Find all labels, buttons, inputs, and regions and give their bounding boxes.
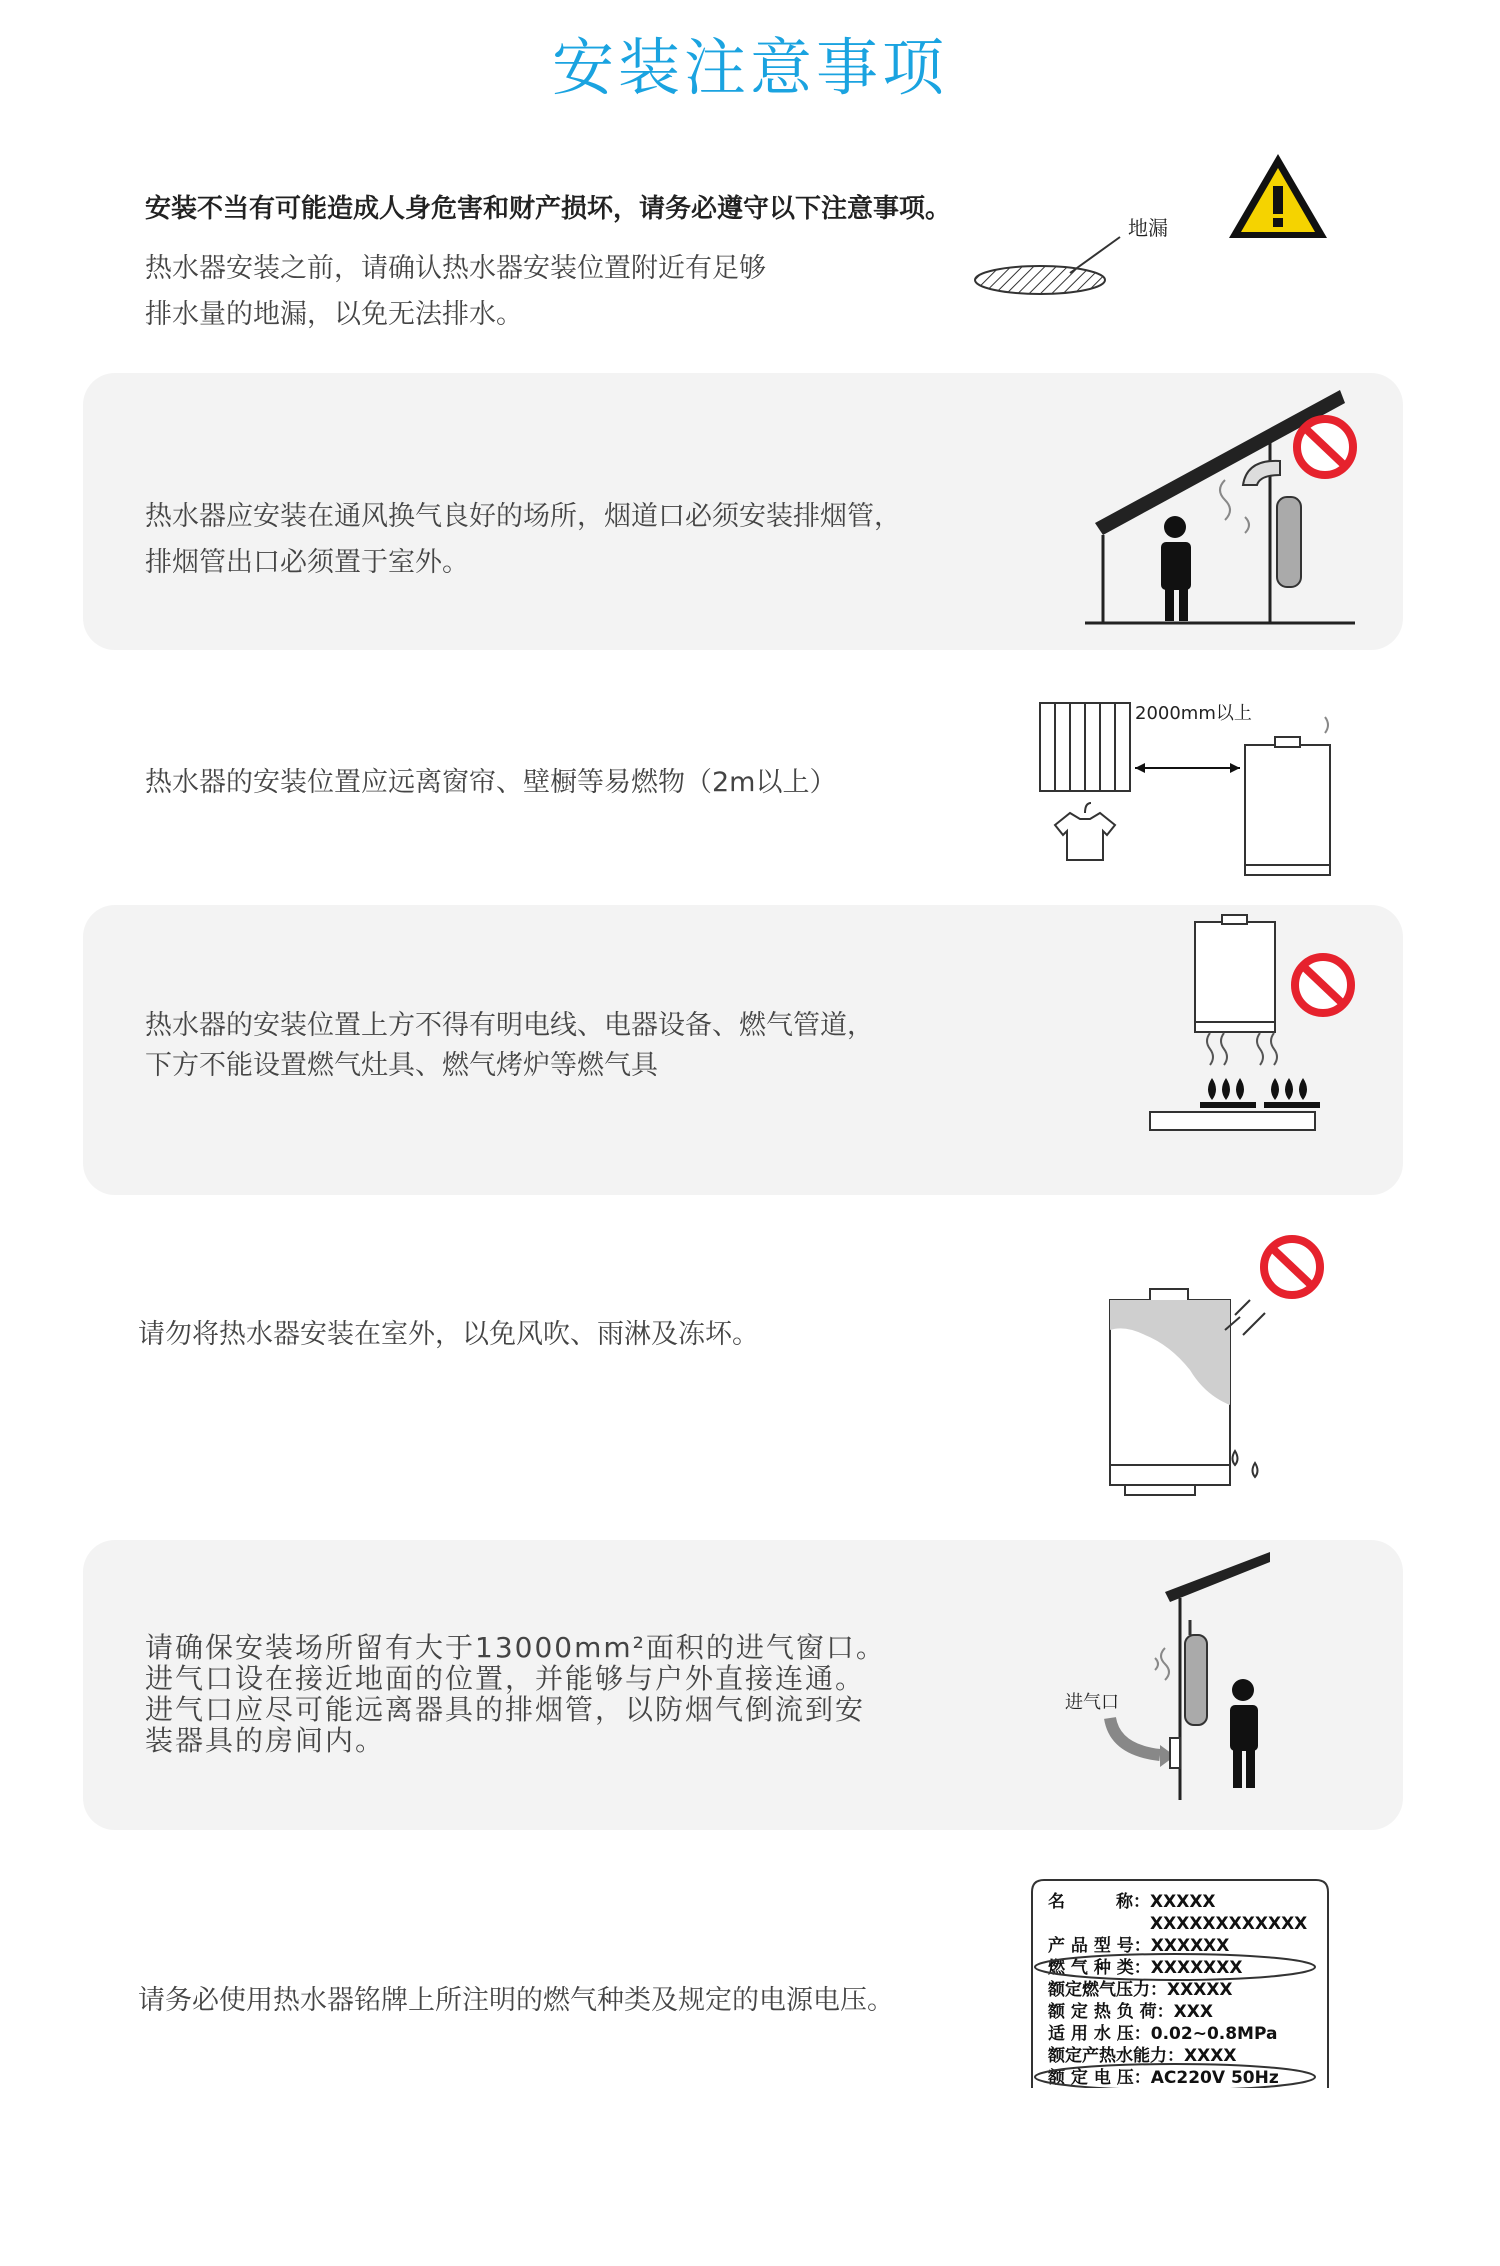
gas-stove-illustration xyxy=(1140,910,1370,1180)
nameplate-row-2: XXXXXXXXXXXX xyxy=(1048,1914,1308,1934)
distance-label: 2000mm以上 xyxy=(1135,703,1252,724)
nameplate-row-9: 额 定 电 压：AC220V 50Hz xyxy=(1048,2068,1279,2088)
item-5-line-2: 进气口设在接近地面的位置，并能够与户外直接连通。 xyxy=(145,1662,866,1695)
intro-line-1: 热水器安装之前，请确认热水器安装位置附近有足够 xyxy=(145,253,766,284)
air-inlet-illustration xyxy=(1060,1550,1280,1810)
item-2-line-1: 热水器的安装位置应远离窗帘、壁橱等易燃物（2m以上） xyxy=(145,767,837,798)
intro-text xyxy=(145,246,766,338)
nameplate-row-5: 额定燃气压力：XXXXX xyxy=(1048,1980,1233,2000)
item-5-line-1: 请确保安装场所留有大于13000mm²面积的进气窗口。 xyxy=(145,1631,886,1664)
floor-drain-label: 地漏 xyxy=(1128,216,1168,240)
nameplate-illustration xyxy=(1030,1878,1330,2088)
item-6-text xyxy=(138,1978,894,2024)
item-3-line-2: 下方不能设置燃气灶具、燃气烤炉等燃气具 xyxy=(145,1050,658,1081)
nameplate-row-8: 额定产热水能力：XXXX xyxy=(1048,2046,1237,2066)
item-2-text xyxy=(145,760,836,806)
nameplate-row-6: 额 定 热 负 荷：XXX xyxy=(1048,2002,1213,2022)
floor-drain-illustration xyxy=(960,215,1180,305)
nameplate-row-4: 燃 气 种 类：XXXXXXX xyxy=(1048,1958,1243,1978)
nameplate-row-3: 产 品 型 号：XXXXXX xyxy=(1048,1936,1230,1956)
item-3-text xyxy=(145,1006,874,1086)
air-inlet-label: 进气口 xyxy=(1065,1692,1119,1713)
item-1-line-1: 热水器应安装在通风换气良好的场所，烟道口必须安装排烟管， xyxy=(145,501,901,532)
nameplate-row-7: 适 用 水 压：0.02~0.8MPa xyxy=(1048,2024,1278,2044)
warning-triangle-icon xyxy=(1225,150,1331,242)
curtain-distance-illustration xyxy=(1035,695,1355,895)
item-6-line-1: 请务必使用热水器铭牌上所注明的燃气种类及规定的电源电压。 xyxy=(138,1985,894,2016)
item-1-text xyxy=(145,494,901,586)
item-5-text xyxy=(145,1632,886,1756)
ventilation-illustration xyxy=(1085,385,1360,635)
item-1-line-2: 排烟管出口必须置于室外。 xyxy=(145,547,469,578)
item-4-text xyxy=(138,1312,759,1358)
page-title: 安装注意事项 xyxy=(551,31,948,104)
nameplate-row-1: 名 称：XXXXX xyxy=(1048,1892,1216,1912)
intro-line-2: 排水量的地漏，以免无法排水。 xyxy=(145,299,523,330)
item-5-line-4: 装器具的房间内。 xyxy=(145,1724,386,1757)
warning-heading: 安装不当有可能造成人身危害和财产损坏，请务必遵守以下注意事项。 xyxy=(145,194,952,224)
item-5-line-3: 进气口应尽可能远离器具的排烟管，以防烟气倒流到安 xyxy=(145,1693,866,1726)
item-4-line-1: 请勿将热水器安装在室外，以免风吹、雨淋及冻坏。 xyxy=(138,1319,759,1350)
outdoor-weather-illustration xyxy=(1095,1225,1345,1525)
item-3-line-1: 热水器的安装位置上方不得有明电线、电器设备、燃气管道， xyxy=(145,1010,874,1041)
